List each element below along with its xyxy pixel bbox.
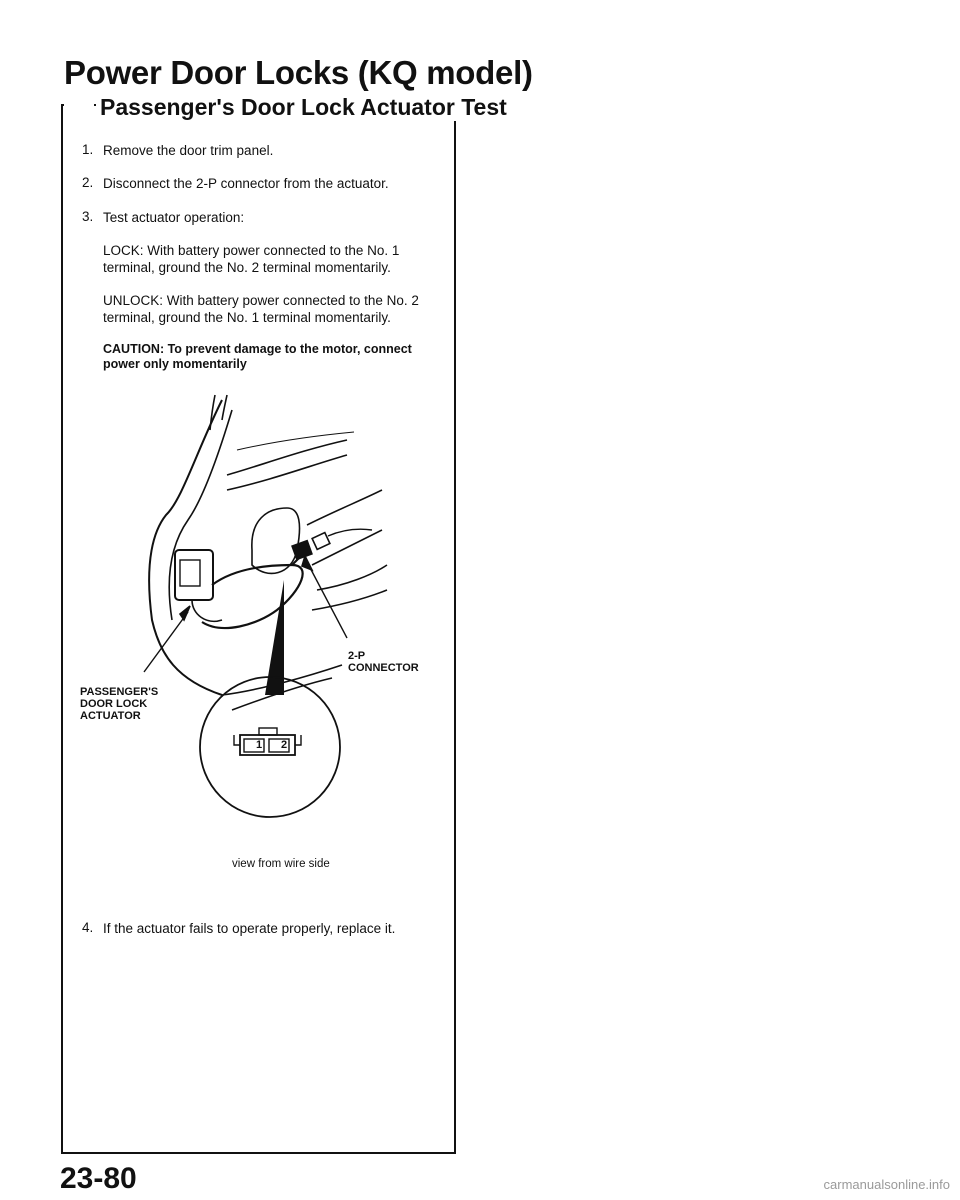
connector-label-line1: 2-P [348,650,366,662]
unlock-instruction: UNLOCK: With battery power connected to the No. 2 terminal, ground the No. 1 terminal momentarily. [103,293,419,325]
caution-text: To prevent damage to the motor, connect power only momentarily [103,342,412,371]
terminal-2-label: 2 [281,739,288,751]
door-lock-illustration [62,390,454,860]
frame-gap [64,101,94,107]
page-title: Power Door Locks (KQ model) [64,54,533,91]
step-number: 2. [82,175,94,190]
terminal-1-label: 1 [256,739,263,751]
page-number: 23-80 [60,1162,137,1195]
lock-instruction: LOCK: With battery power connected to the No. 1 terminal, ground the No. 2 terminal momentarily. [103,243,400,275]
caution-label: CAUTION: [103,342,165,356]
step-number: 3. [82,209,94,224]
section-title: Passenger's Door Lock Actuator Test [96,94,511,121]
actuator-label-line3: ACTUATOR [80,710,141,722]
actuator-label-line2: DOOR LOCK [80,698,148,710]
connector-label-line2: CONNECTOR [348,662,419,674]
step-text: Disconnect the 2-P connector from the actuator. [103,176,389,191]
step-text: Remove the door trim panel. [103,143,274,158]
step-text: If the actuator fails to operate properly, replace it. [103,921,396,936]
actuator-label-line1: PASSENGER'S [80,686,159,698]
step-number: 1. [82,142,94,157]
caution-note [103,342,448,372]
watermark: carmanualsonline.info [823,1177,950,1192]
step-number: 4. [82,920,94,935]
step-text: Test actuator operation: [103,210,245,225]
diagram-caption: view from wire side [232,858,330,870]
